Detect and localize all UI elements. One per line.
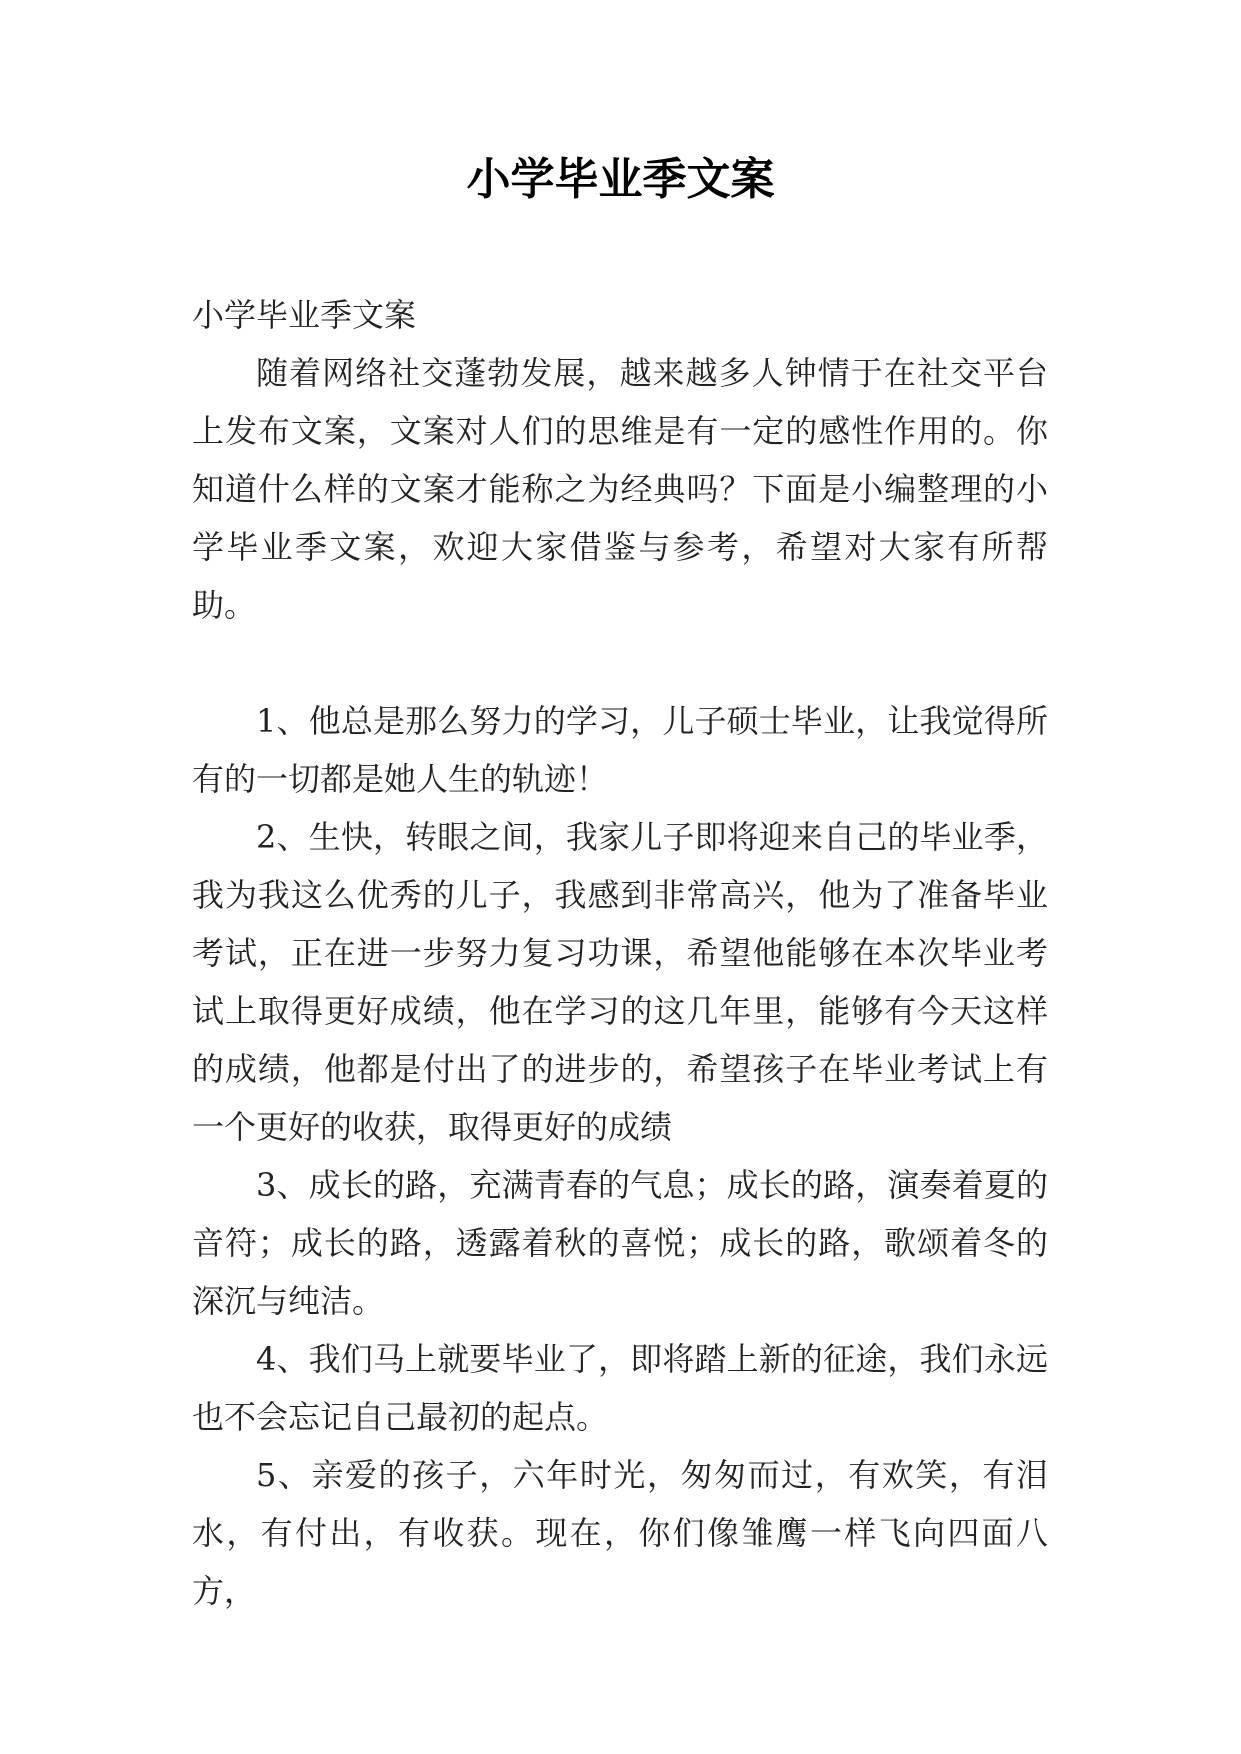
list-item: 5、亲爱的孩子，六年时光，匆匆而过，有欢笑，有泪水，有付出，有收获。现在，你们像雏鹰一样飞向四面八方，	[192, 1456, 1048, 1610]
list-item: 3、成长的路，充满青春的气息；成长的路，演奏着夏的音符；成长的路，透露着秋的喜悦；成长的路，歌颂着冬的深沉与纯洁。	[192, 1166, 1048, 1320]
list-item: 1、他总是那么努力的学习，儿子硕士毕业，让我觉得所有的一切都是她人生的轨迹！	[192, 702, 1048, 798]
paragraph-spacer	[192, 634, 1048, 692]
document-body	[192, 286, 1048, 1620]
document-subtitle: 小学毕业季文案	[192, 296, 417, 334]
list-item: 2、生快，转眼之间，我家儿子即将迎来自己的毕业季，我为我这么优秀的儿子，我感到非常高兴，他为了准备毕业考试，正在进一步努力复习功课，希望他能够在本次毕业考试上取得更好成绩，他在学习的这几年里，能够有今天这样的成绩，他都是付出了的进步的，希望孩子在毕业考试上有一个更好的收获，取得更好的成绩	[192, 818, 1048, 1146]
intro-paragraph: 随着网络社交蓬勃发展，越来越多人钟情于在社交平台上发布文案，文案对人们的思维是有一定的感性作用的。你知道什么样的文案才能称之为经典吗？下面是小编整理的小学毕业季文案，欢迎大家借鉴与参考，希望对大家有所帮助。	[192, 354, 1048, 624]
document-title: 小学毕业季文案	[466, 154, 775, 205]
list-item: 4、我们马上就要毕业了，即将踏上新的征途，我们永远也不会忘记自己最初的起点。	[192, 1340, 1048, 1436]
